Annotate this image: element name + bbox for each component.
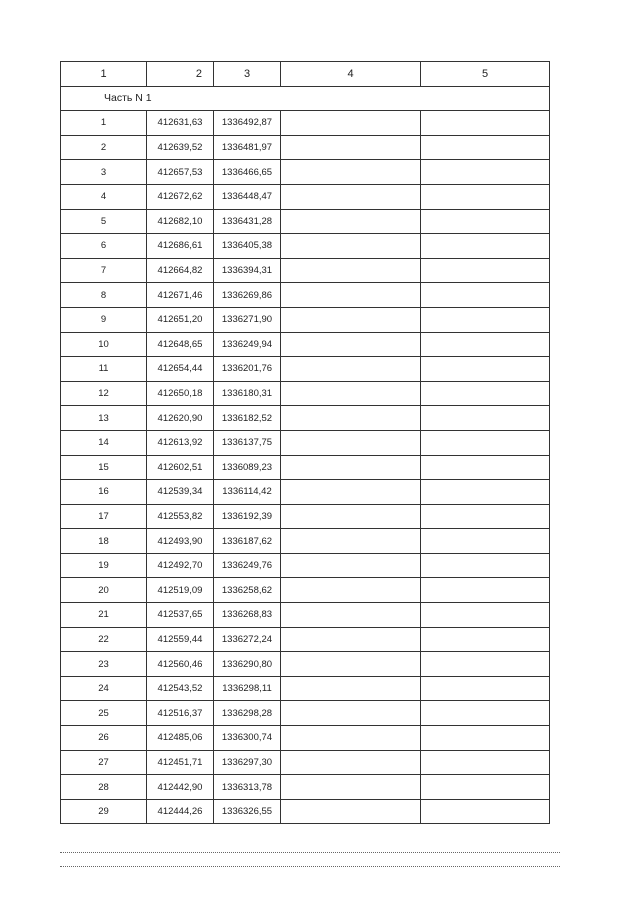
column-5-cell xyxy=(421,726,550,751)
column-4-cell xyxy=(281,135,421,160)
table-row xyxy=(61,381,550,406)
table-row xyxy=(61,603,550,628)
x-coordinate-cell: 412539,34 xyxy=(147,480,214,505)
column-5-cell xyxy=(421,332,550,357)
point-number-cell: 24 xyxy=(61,676,147,701)
x-coordinate-cell: 412553,82 xyxy=(147,504,214,529)
table-row xyxy=(61,627,550,652)
x-coordinate-cell: 412493,90 xyxy=(147,529,214,554)
point-number-cell: 23 xyxy=(61,652,147,677)
dotted-separator-top xyxy=(60,852,560,853)
x-coordinate-cell: 412639,52 xyxy=(147,135,214,160)
x-coordinate-cell: 412442,90 xyxy=(147,775,214,800)
column-4-cell xyxy=(281,775,421,800)
column-header-3: 3 xyxy=(214,62,281,87)
point-number-cell: 25 xyxy=(61,701,147,726)
column-5-cell xyxy=(421,209,550,234)
point-number-cell: 26 xyxy=(61,726,147,751)
table-row xyxy=(61,750,550,775)
table-row xyxy=(61,578,550,603)
y-coordinate-cell: 1336268,83 xyxy=(214,603,281,628)
table-row xyxy=(61,406,550,431)
y-coordinate-cell: 1336249,76 xyxy=(214,553,281,578)
point-number-cell: 22 xyxy=(61,627,147,652)
table-header-row xyxy=(61,62,550,87)
y-coordinate-cell: 1336258,62 xyxy=(214,578,281,603)
column-5-cell xyxy=(421,283,550,308)
column-4-cell xyxy=(281,209,421,234)
point-number-cell: 29 xyxy=(61,799,147,824)
x-coordinate-cell: 412650,18 xyxy=(147,381,214,406)
point-number-cell: 9 xyxy=(61,307,147,332)
y-coordinate-cell: 1336394,31 xyxy=(214,258,281,283)
column-4-cell xyxy=(281,111,421,136)
x-coordinate-cell: 412516,37 xyxy=(147,701,214,726)
column-4-cell xyxy=(281,258,421,283)
x-coordinate-cell: 412648,65 xyxy=(147,332,214,357)
table-row xyxy=(61,209,550,234)
column-4-cell xyxy=(281,553,421,578)
column-4-cell xyxy=(281,430,421,455)
column-5-cell xyxy=(421,111,550,136)
column-header-1: 1 xyxy=(61,62,147,87)
column-header-4: 4 xyxy=(281,62,421,87)
column-5-cell xyxy=(421,234,550,259)
column-4-cell xyxy=(281,578,421,603)
table-row xyxy=(61,430,550,455)
x-coordinate-cell: 412559,44 xyxy=(147,627,214,652)
point-number-cell: 27 xyxy=(61,750,147,775)
section-row xyxy=(61,86,550,111)
column-4-cell xyxy=(281,603,421,628)
column-4-cell xyxy=(281,799,421,824)
x-coordinate-cell: 412657,53 xyxy=(147,160,214,185)
column-5-cell xyxy=(421,357,550,382)
column-5-cell xyxy=(421,381,550,406)
x-coordinate-cell: 412651,20 xyxy=(147,307,214,332)
column-4-cell xyxy=(281,234,421,259)
table-row xyxy=(61,258,550,283)
table-row xyxy=(61,283,550,308)
y-coordinate-cell: 1336448,47 xyxy=(214,184,281,209)
y-coordinate-cell: 1336466,65 xyxy=(214,160,281,185)
column-4-cell xyxy=(281,283,421,308)
y-coordinate-cell: 1336298,11 xyxy=(214,676,281,701)
point-number-cell: 10 xyxy=(61,332,147,357)
section-title: Часть N 1 xyxy=(61,86,550,111)
point-number-cell: 12 xyxy=(61,381,147,406)
point-number-cell: 18 xyxy=(61,529,147,554)
table-row xyxy=(61,332,550,357)
column-4-cell xyxy=(281,332,421,357)
column-5-cell xyxy=(421,135,550,160)
point-number-cell: 1 xyxy=(61,111,147,136)
point-number-cell: 21 xyxy=(61,603,147,628)
column-5-cell xyxy=(421,455,550,480)
y-coordinate-cell: 1336249,94 xyxy=(214,332,281,357)
column-4-cell xyxy=(281,701,421,726)
y-coordinate-cell: 1336269,86 xyxy=(214,283,281,308)
x-coordinate-cell: 412672,62 xyxy=(147,184,214,209)
y-coordinate-cell: 1336114,42 xyxy=(214,480,281,505)
x-coordinate-cell: 412543,52 xyxy=(147,676,214,701)
table-row xyxy=(61,234,550,259)
coordinates-table xyxy=(60,61,550,824)
column-5-cell xyxy=(421,578,550,603)
column-header-5: 5 xyxy=(421,62,550,87)
x-coordinate-cell: 412444,26 xyxy=(147,799,214,824)
y-coordinate-cell: 1336326,55 xyxy=(214,799,281,824)
column-4-cell xyxy=(281,676,421,701)
column-5-cell xyxy=(421,627,550,652)
column-5-cell xyxy=(421,775,550,800)
table-row xyxy=(61,504,550,529)
table-row xyxy=(61,799,550,824)
column-4-cell xyxy=(281,529,421,554)
y-coordinate-cell: 1336137,75 xyxy=(214,430,281,455)
column-5-cell xyxy=(421,184,550,209)
y-coordinate-cell: 1336298,28 xyxy=(214,701,281,726)
table-row xyxy=(61,111,550,136)
column-4-cell xyxy=(281,381,421,406)
column-4-cell xyxy=(281,652,421,677)
point-number-cell: 3 xyxy=(61,160,147,185)
point-number-cell: 5 xyxy=(61,209,147,234)
y-coordinate-cell: 1336290,80 xyxy=(214,652,281,677)
table-row xyxy=(61,726,550,751)
point-number-cell: 13 xyxy=(61,406,147,431)
point-number-cell: 20 xyxy=(61,578,147,603)
column-5-cell xyxy=(421,307,550,332)
y-coordinate-cell: 1336431,28 xyxy=(214,209,281,234)
column-5-cell xyxy=(421,603,550,628)
column-5-cell xyxy=(421,258,550,283)
x-coordinate-cell: 412613,92 xyxy=(147,430,214,455)
table-row xyxy=(61,676,550,701)
column-5-cell xyxy=(421,406,550,431)
column-4-cell xyxy=(281,504,421,529)
point-number-cell: 28 xyxy=(61,775,147,800)
y-coordinate-cell: 1336089,23 xyxy=(214,455,281,480)
point-number-cell: 11 xyxy=(61,357,147,382)
column-4-cell xyxy=(281,750,421,775)
column-5-cell xyxy=(421,160,550,185)
column-4-cell xyxy=(281,184,421,209)
y-coordinate-cell: 1336201,76 xyxy=(214,357,281,382)
column-4-cell xyxy=(281,455,421,480)
x-coordinate-cell: 412654,44 xyxy=(147,357,214,382)
y-coordinate-cell: 1336297,30 xyxy=(214,750,281,775)
table-body xyxy=(61,62,550,824)
column-5-cell xyxy=(421,529,550,554)
table-row xyxy=(61,455,550,480)
column-5-cell xyxy=(421,652,550,677)
column-5-cell xyxy=(421,430,550,455)
x-coordinate-cell: 412451,71 xyxy=(147,750,214,775)
y-coordinate-cell: 1336271,90 xyxy=(214,307,281,332)
point-number-cell: 6 xyxy=(61,234,147,259)
column-header-2: 2 xyxy=(147,62,214,87)
y-coordinate-cell: 1336405,38 xyxy=(214,234,281,259)
y-coordinate-cell: 1336300,74 xyxy=(214,726,281,751)
column-5-cell xyxy=(421,480,550,505)
point-number-cell: 14 xyxy=(61,430,147,455)
x-coordinate-cell: 412602,51 xyxy=(147,455,214,480)
table-row xyxy=(61,701,550,726)
column-5-cell xyxy=(421,799,550,824)
table-row xyxy=(61,307,550,332)
x-coordinate-cell: 412560,46 xyxy=(147,652,214,677)
point-number-cell: 15 xyxy=(61,455,147,480)
point-number-cell: 4 xyxy=(61,184,147,209)
table-row xyxy=(61,652,550,677)
y-coordinate-cell: 1336272,24 xyxy=(214,627,281,652)
x-coordinate-cell: 412686,61 xyxy=(147,234,214,259)
table-row xyxy=(61,135,550,160)
x-coordinate-cell: 412492,70 xyxy=(147,553,214,578)
y-coordinate-cell: 1336180,31 xyxy=(214,381,281,406)
column-4-cell xyxy=(281,160,421,185)
table-row xyxy=(61,775,550,800)
point-number-cell: 19 xyxy=(61,553,147,578)
column-5-cell xyxy=(421,701,550,726)
x-coordinate-cell: 412664,82 xyxy=(147,258,214,283)
y-coordinate-cell: 1336187,62 xyxy=(214,529,281,554)
dotted-separator-bottom xyxy=(60,866,560,867)
point-number-cell: 7 xyxy=(61,258,147,283)
column-4-cell xyxy=(281,357,421,382)
column-4-cell xyxy=(281,480,421,505)
y-coordinate-cell: 1336481,97 xyxy=(214,135,281,160)
column-5-cell xyxy=(421,553,550,578)
y-coordinate-cell: 1336492,87 xyxy=(214,111,281,136)
x-coordinate-cell: 412631,63 xyxy=(147,111,214,136)
table-row xyxy=(61,553,550,578)
point-number-cell: 16 xyxy=(61,480,147,505)
x-coordinate-cell: 412671,46 xyxy=(147,283,214,308)
column-4-cell xyxy=(281,627,421,652)
column-5-cell xyxy=(421,676,550,701)
y-coordinate-cell: 1336313,78 xyxy=(214,775,281,800)
column-5-cell xyxy=(421,750,550,775)
table-row xyxy=(61,357,550,382)
y-coordinate-cell: 1336192,39 xyxy=(214,504,281,529)
x-coordinate-cell: 412485,06 xyxy=(147,726,214,751)
table-row xyxy=(61,480,550,505)
point-number-cell: 2 xyxy=(61,135,147,160)
table-row xyxy=(61,160,550,185)
y-coordinate-cell: 1336182,52 xyxy=(214,406,281,431)
x-coordinate-cell: 412682,10 xyxy=(147,209,214,234)
point-number-cell: 17 xyxy=(61,504,147,529)
x-coordinate-cell: 412519,09 xyxy=(147,578,214,603)
column-4-cell xyxy=(281,307,421,332)
column-4-cell xyxy=(281,406,421,431)
point-number-cell: 8 xyxy=(61,283,147,308)
column-5-cell xyxy=(421,504,550,529)
x-coordinate-cell: 412537,65 xyxy=(147,603,214,628)
table-row xyxy=(61,184,550,209)
table-row xyxy=(61,529,550,554)
column-4-cell xyxy=(281,726,421,751)
x-coordinate-cell: 412620,90 xyxy=(147,406,214,431)
